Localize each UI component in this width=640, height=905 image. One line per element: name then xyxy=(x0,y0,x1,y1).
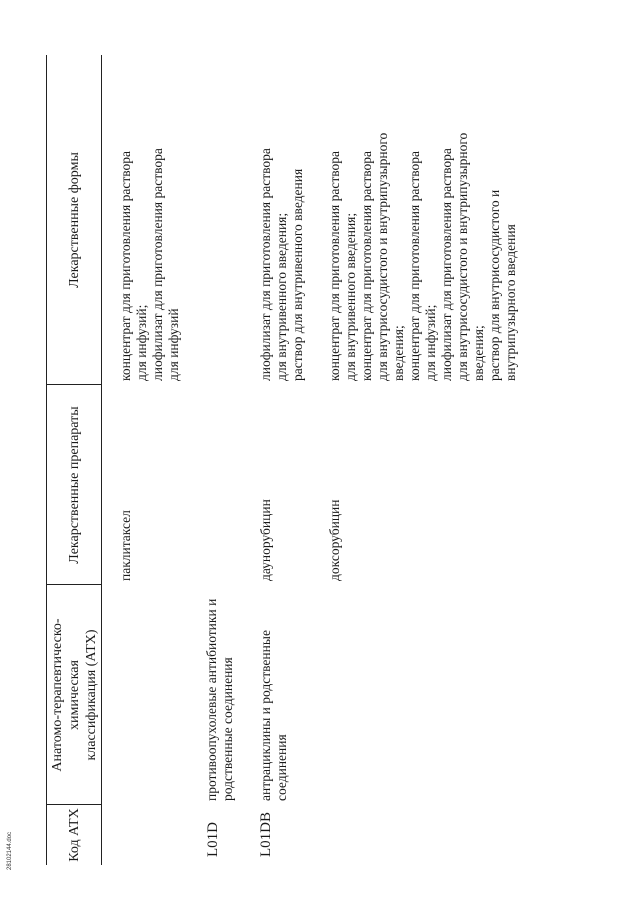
classification-cell: антрациклины и родственные соединения xyxy=(258,630,289,801)
header-bottom-rule xyxy=(101,55,102,865)
forms-cell: концентрат для приготовления раствора для внутривенного введения; концентрат для приготовления раствора для внутрисосудистого и внутрипузырного введения; концентрат для приготовления раствора для инфузий; лиофилизат для приготовления раствора для внутрисосудистого и внутрипузырного введения; раствор для внутрисосудистого и внутрипузырного введения xyxy=(327,132,518,381)
rotated-table xyxy=(44,17,634,877)
header-code: Код АТХ xyxy=(66,808,82,862)
document-footer: 28102144.doc xyxy=(7,831,13,870)
header-preparations: Лекарственные препараты xyxy=(66,406,82,564)
preparation-cell: даунорубицин xyxy=(258,499,273,581)
header-classification: Анатомо-терапевтическо-химическая классификация (АТХ) xyxy=(49,618,99,772)
classification-cell: противоопухолевые антибиотики и родственные соединения xyxy=(204,598,235,801)
atc-code-cell: L01D xyxy=(205,822,221,857)
header-forms: Лекарственные формы xyxy=(66,152,82,288)
forms-cell: лиофилизат для приготовления раствора для внутривенного введения; раствор для внутривенного введения xyxy=(258,148,305,381)
preparation-cell: доксорубицин xyxy=(327,499,342,581)
forms-cell: концентрат для приготовления раствора для инфузий; лиофилизат для приготовления раствора для инфузий xyxy=(118,148,181,381)
preparation-cell: паклитаксел xyxy=(118,510,133,581)
atc-code-cell: L01DB xyxy=(258,812,274,857)
table-top-rule xyxy=(46,55,47,865)
